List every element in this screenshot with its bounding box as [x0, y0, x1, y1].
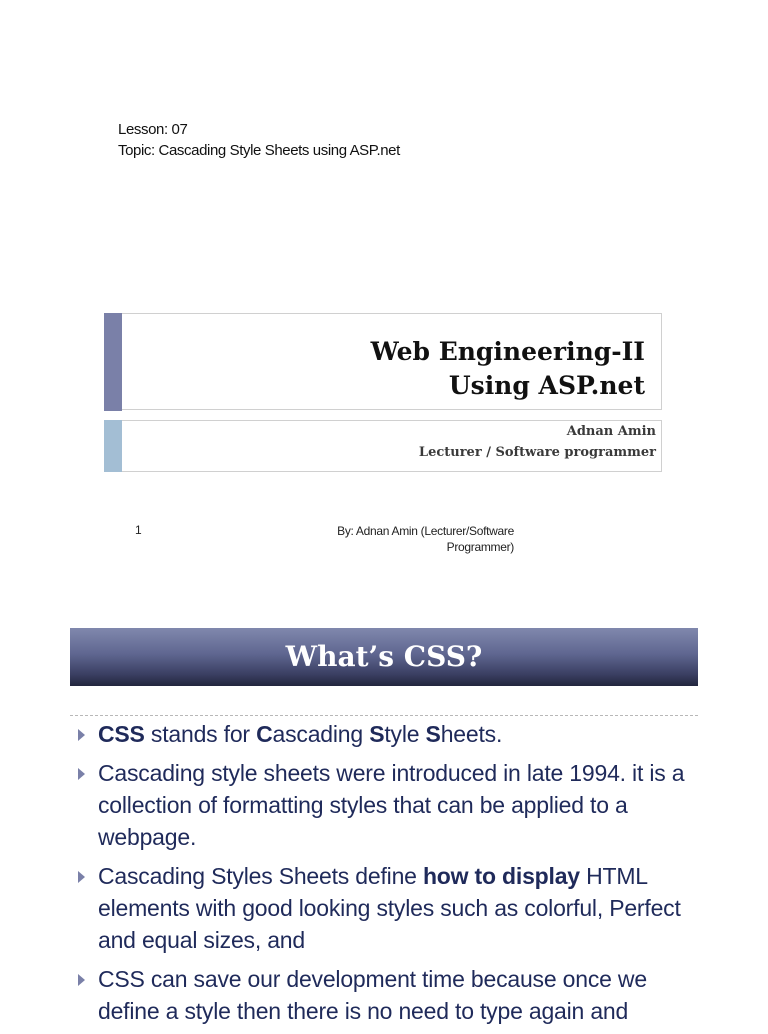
footer-line-1: By: Adnan Amin (Lecturer/Software	[337, 524, 514, 538]
bullet-text: ascading	[272, 721, 370, 747]
footer-line-2: Programmer)	[446, 540, 514, 554]
author-name: Adnan Amin	[566, 424, 656, 439]
bullet-text: Cascading Styles Sheets define	[98, 863, 423, 889]
bullet-text: CSS can save our development time because once we define a style then there is no need to type again and	[98, 966, 647, 1024]
bullet-text: HTML elements with good looking styles such as colorful, Perfect and equal sizes, and	[98, 863, 681, 953]
bullet-item	[76, 963, 706, 1027]
slide-title	[371, 335, 645, 403]
bullet-item	[76, 757, 706, 853]
title-accent-bar	[104, 313, 122, 411]
header-divider	[70, 715, 698, 716]
bullet-item	[76, 718, 706, 750]
bullet-bold: C	[256, 721, 273, 747]
lesson-number: Lesson: 07	[118, 121, 188, 138]
lesson-topic: Topic: Cascading Style Sheets using ASP.net	[118, 142, 400, 159]
triangle-bullet-icon	[78, 974, 85, 986]
bullet-bold: how to display	[422, 863, 580, 889]
bullet-bold: CSS	[98, 721, 145, 747]
slide-header-title: What’s CSS?	[285, 640, 483, 673]
bullet-text: Cascading style sheets were introduced in late 1994. it is a collection of formatting styles that can be applied to a webpage.	[98, 760, 685, 850]
title-line-2: Using ASP.net	[448, 371, 645, 400]
bullet-text: heets.	[440, 721, 503, 747]
slide-footer	[300, 523, 514, 555]
bullet-list	[76, 718, 706, 1034]
title-line-1: Web Engineering-II	[370, 337, 645, 366]
triangle-bullet-icon	[78, 768, 85, 780]
page-number: 1	[135, 523, 142, 537]
author-info	[419, 421, 656, 463]
author-accent-bar	[104, 420, 122, 472]
bullet-bold: S	[369, 721, 385, 747]
author-role: Lecturer / Software programmer	[418, 445, 656, 460]
triangle-bullet-icon	[78, 871, 85, 883]
bullet-bold: S	[425, 721, 441, 747]
bullet-item	[76, 860, 706, 956]
triangle-bullet-icon	[78, 729, 85, 741]
bullet-text: stands for	[144, 721, 257, 747]
bullet-text: tyle	[384, 721, 426, 747]
